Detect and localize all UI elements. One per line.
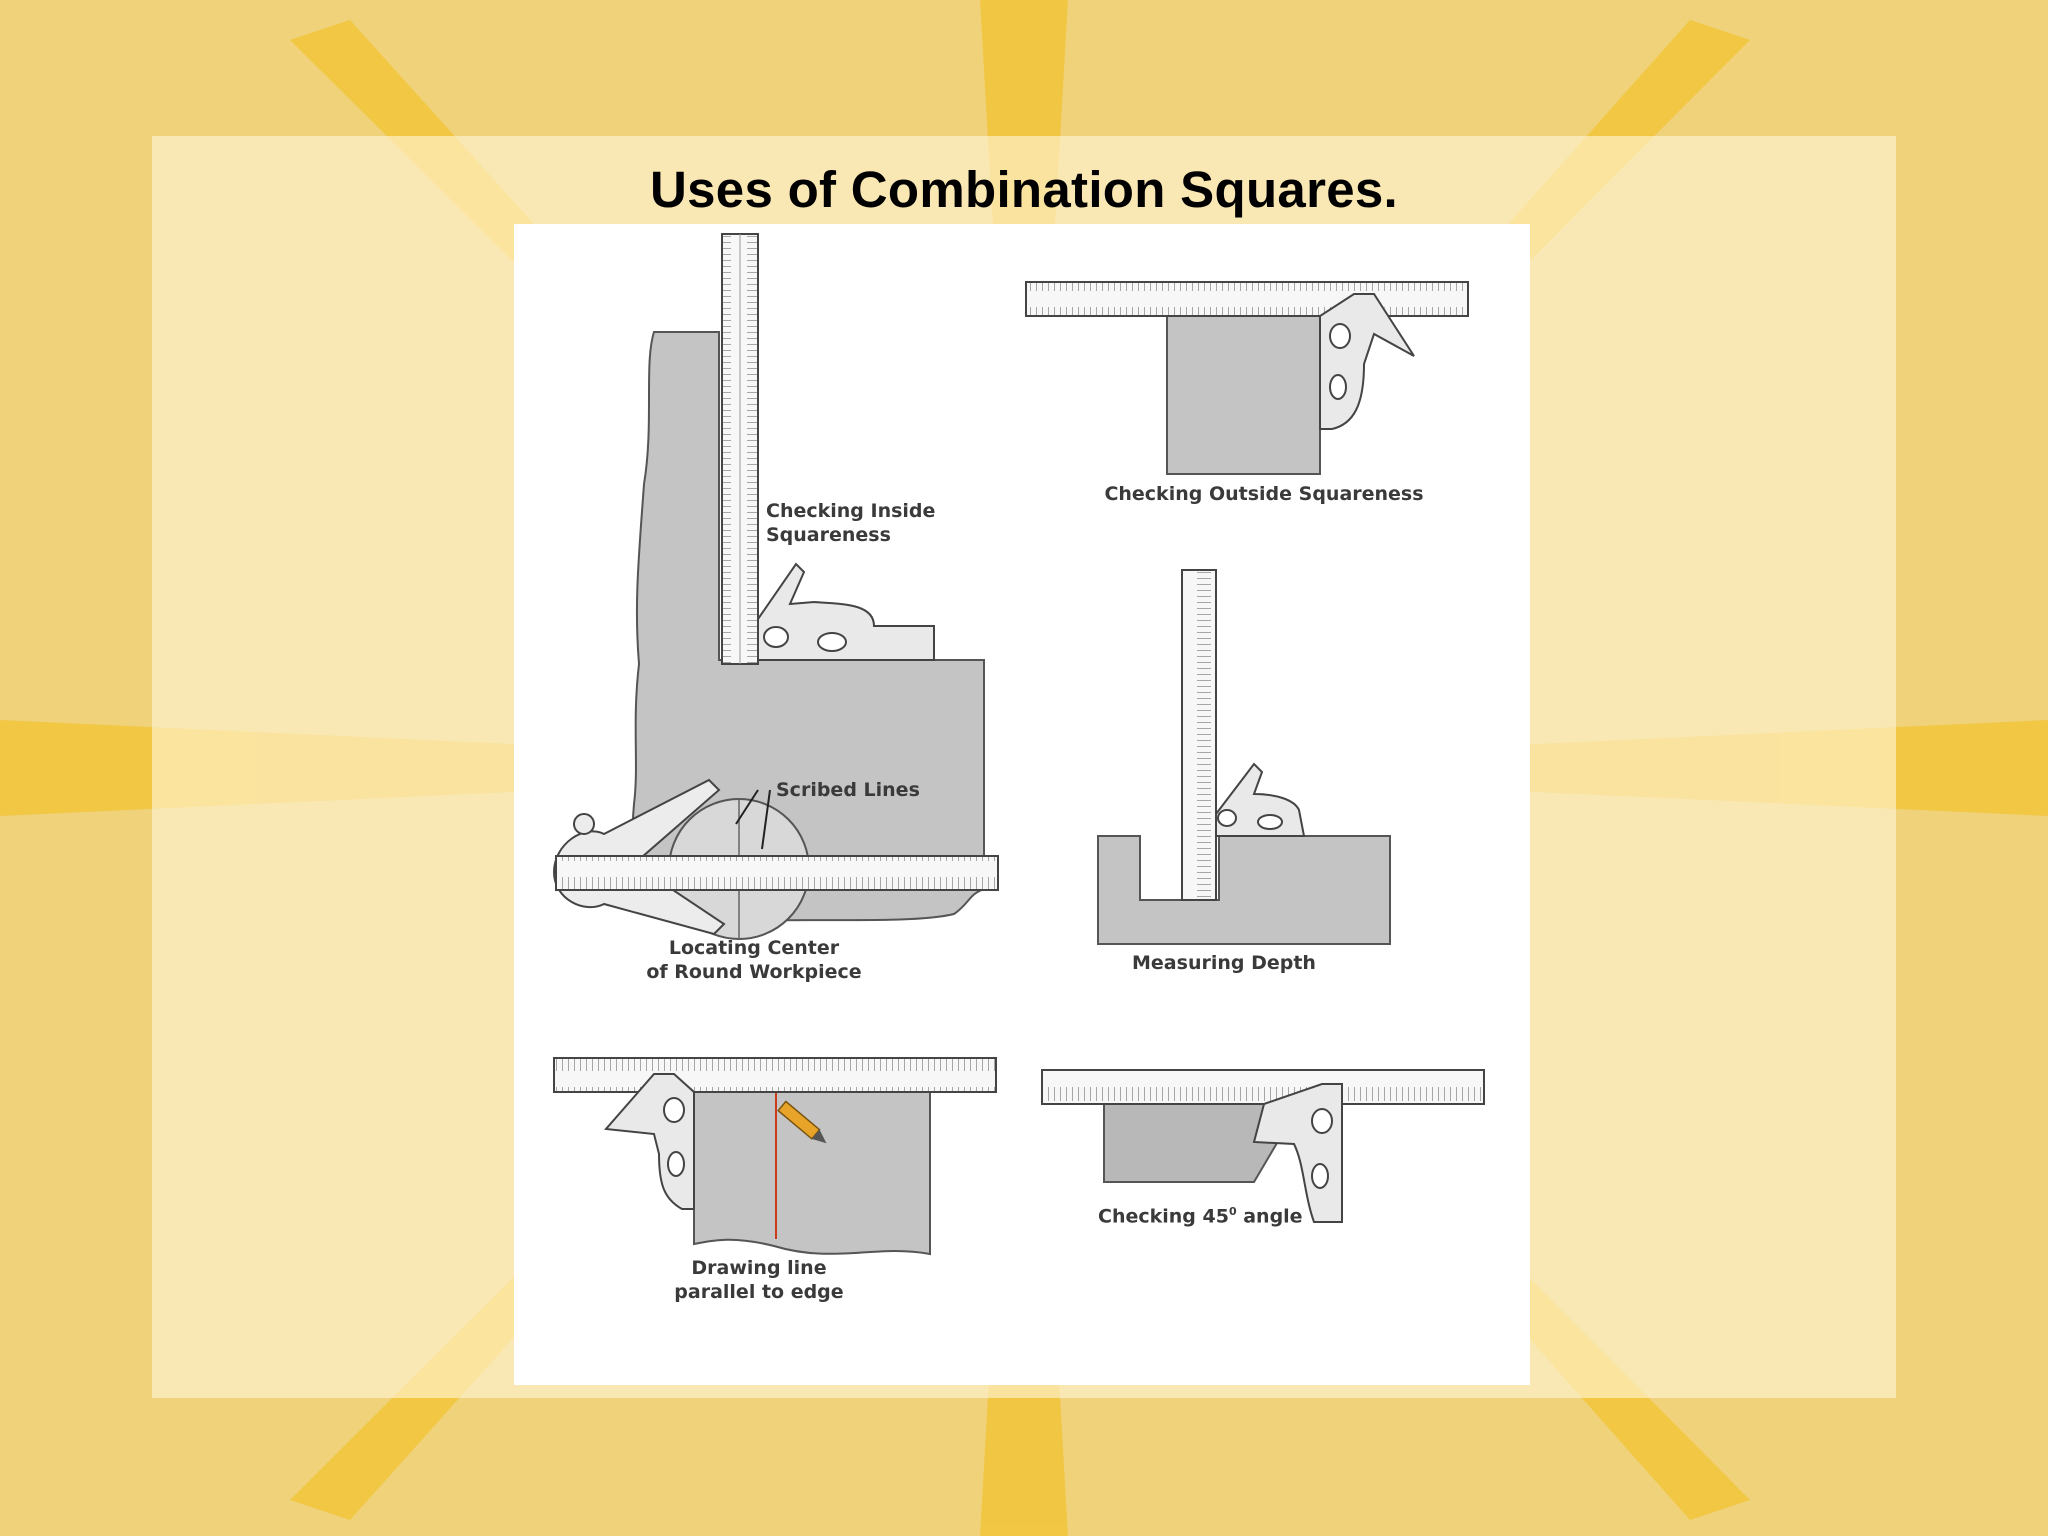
parallel-line-diagram (554, 1058, 996, 1254)
depth-label-line1: Measuring Depth (1132, 952, 1316, 974)
measuring-depth-diagram (1098, 570, 1390, 944)
angle45-label-rest: angle (1236, 1205, 1303, 1228)
square-head (606, 1074, 694, 1209)
slide-title: Uses of Combination Squares. (649, 161, 1399, 218)
ruler-blade (554, 1058, 996, 1092)
depth-label (1074, 951, 1374, 975)
workpiece (694, 1092, 930, 1254)
combination-square-figure (514, 224, 1530, 1385)
angle45-label-text: Checking 45 (1098, 1205, 1229, 1228)
figure-drawing (514, 224, 1530, 1385)
parallel-label-line1: Drawing line (691, 1257, 827, 1279)
parallel-label-line2: parallel to edge (674, 1281, 844, 1303)
center-label (614, 936, 894, 984)
scribed-lines-text: Scribed Lines (776, 779, 920, 801)
ruler-blade (1182, 570, 1216, 900)
outside-label-line1: Checking Outside Squareness (1104, 483, 1424, 505)
ruler-blade (556, 856, 998, 890)
parallel-label (639, 1256, 879, 1304)
angle45-label (1098, 1200, 1303, 1228)
center-label-line1: Locating Center (668, 937, 840, 959)
ruler-blade (1026, 282, 1468, 316)
inside-label-line1: Checking Inside (766, 500, 936, 522)
center-label-line2: of Round Workpiece (646, 961, 862, 983)
degree-superscript: 0 (1228, 1205, 1237, 1218)
inside-label-line2: Squareness (766, 524, 891, 546)
scribed-lines-callout (776, 778, 920, 802)
workpiece (1098, 836, 1390, 944)
outside-label (1104, 482, 1424, 506)
inside-label (766, 499, 935, 547)
workpiece (1167, 316, 1320, 474)
ruler-blade (1042, 1070, 1484, 1104)
outside-squareness-diagram (1026, 282, 1468, 474)
